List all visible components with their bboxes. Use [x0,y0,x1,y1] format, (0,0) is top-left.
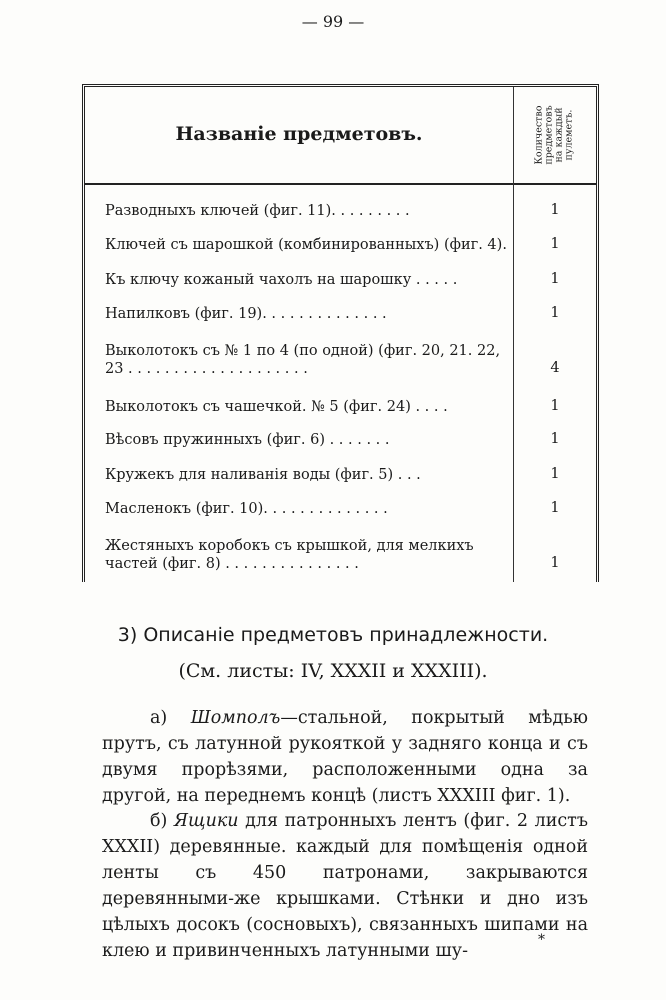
para-lead: б) [150,811,174,831]
table-row-qty: 1 [550,236,560,252]
header-name: Названіе предметовъ. [175,123,423,145]
table-row-name: Ключей съ шарошкой (комбинированныхъ) (фиг. 4). [105,237,507,253]
section-subtitle: (См. листы: IV, XXXII и XXXIII). [178,660,488,682]
table-row-name: Выколотокъ съ № 1 по 4 (по одной) (фиг. 20, 21. 22, 23 . . . . . . . . . . . . . . . . . . . . [105,343,501,377]
table-header [85,87,596,185]
header-qty-line: пулеметъ. [563,109,575,161]
table-row-qty: 1 [550,500,560,516]
header-qty-line: предметовъ [543,105,555,165]
section-title: 3) Описаніе предметовъ принадлежности. [117,624,549,646]
para-text: для патронныхъ лентъ (фиг. 2 листъ XXXII) деревянные. каждый для помѣщенія одной ленты съ 450 патронами, закрываются деревянными-же крышками. Стѣнки и дно изъ цѣлыхъ досокъ (сосновыхъ), связанныхъ шипами на клею и привинченныхъ латунными шу- [102,811,588,961]
table-row-qty: 1 [550,466,560,482]
table-row-qty: 1 [550,431,560,447]
table-row-name: Къ ключу кожаный чахолъ на шарошку . . . . . [105,272,458,288]
table-row-qty: 1 [550,202,560,218]
table-row-name: Кружекъ для наливанія воды (фиг. 5) . . . [105,467,421,483]
footnote-mark: * [538,932,545,948]
page-number: — 99 — [301,12,365,31]
paragraph-b [102,808,588,964]
table-row-qty: 1 [550,305,560,321]
paragraph-a [102,705,588,809]
items-table [82,84,599,582]
header-qty [515,89,595,181]
para-term: Ящики [173,811,239,831]
table-row-qty: 4 [550,360,560,376]
column-divider [513,87,514,582]
table-row-name: Выколотокъ съ чашечкой. № 5 (фиг. 24) . . . . [105,399,448,415]
table-row-name: Жестяныхъ коробокъ съ крышкой, для мелкихъ частей (фиг. 8) . . . . . . . . . . . . . . . [105,538,474,572]
para-text: —стальной, покрытый мѣдью прутъ, съ латунной рукояткой у задняго конца и съ двумя прорѣзями, расположенными одна за другой, на переднемъ концѣ (листъ XXXIII фиг. 1). [102,708,588,806]
table-row-qty: 1 [550,271,560,287]
para-term: Шомполъ [190,708,281,728]
table-row-qty: 1 [550,398,560,414]
table-row-name: Вѣсовъ пружинныхъ (фиг. 6) . . . . . . . [105,432,390,448]
table-row-qty: 1 [550,555,560,571]
table-row-name: Напилковъ (фиг. 19). . . . . . . . . . . . . . [105,306,387,322]
header-qty-line: Количество [533,105,545,165]
table-row-name: Масленокъ (фиг. 10). . . . . . . . . . . . . . [105,501,388,517]
header-qty-line: на каждый [553,107,565,163]
table-row-name: Разводныхъ ключей (фиг. 11). . . . . . . . . [105,203,410,219]
para-lead: а) [150,708,191,728]
